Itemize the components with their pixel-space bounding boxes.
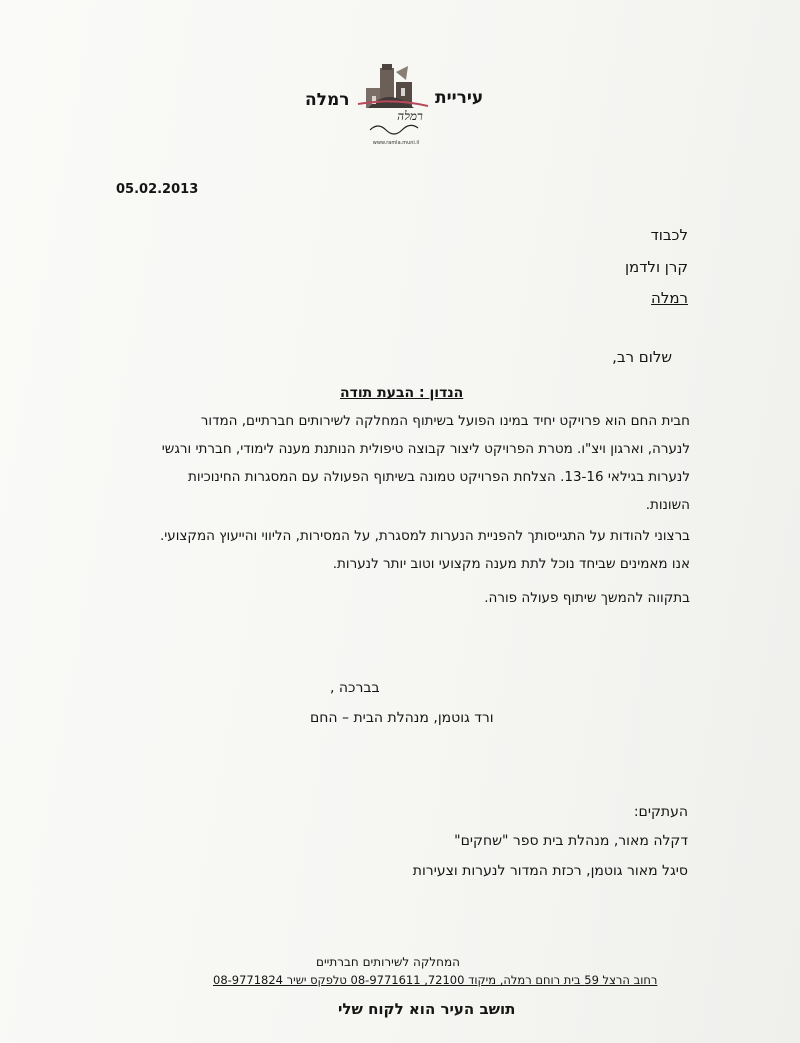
recipient-city: רמלה [651,289,688,307]
logo-url-text: www.ramla.muni.il [372,140,420,146]
copy-recipient: סיגל מאור גוטמן, רכזת המדור לנערות וצעירות [412,863,688,879]
footer-slogan: תושב העיר הוא לקוח שלי [338,1000,516,1018]
paragraph-1-line: השונות. [645,497,690,513]
footer-department: המחלקה לשירותים חברתיים [316,955,460,969]
paragraph-1-line: חבית החם הוא פרויקט יחיד במינו הפועל בשיתוף המחלקה לשירותים חברתיים, המדור [200,413,690,429]
paragraph-2-line: ברצוני להודות על התגייסותך להפניית הנערות למסגרת, על המסירות, הליווי והייעוץ המקצועי. [159,528,690,544]
paragraph-2-line: אנו מאמינים שביחד נוכל לתת מענה מקצועי וטוב יותר לנערות. [332,556,690,572]
letterhead-city-prefix: עיריית [435,88,484,108]
letterhead-city-name: רמלה [305,90,350,110]
subject-line: הנדון : הבעת תודה [340,385,464,401]
copy-recipient: דקלה מאור, מנהלת בית ספר "שחקים" [454,833,688,849]
body-paragraph-2 [130,522,690,578]
recipient-salutation: לכבוד [650,226,688,244]
footer-address: רחוב הרצל 59 בית רוחם רמלה, מיקוד 72100, 08-9771611 טלפקס ישיר 08-9771824 [213,973,658,987]
letter-date: 05.02.2013 [116,182,199,197]
ramla-municipality-logo [352,58,438,148]
body-paragraph-1 [130,407,690,519]
paragraph-1-line: לנערות בגילאי 13-16. הצלחת הפרויקט טמונה בשיתוף הפעולה עם המסגרות החינוכיות [188,469,690,485]
recipient-name: קרן ולדמן [624,258,688,276]
closing: בברכה , [330,680,380,696]
paragraph-1-line: לנערה, וארגון ויצ"ו. מטרת הפרויקט ליצור קבוצה טיפולית הנותנת מענה לימודי, חברתי ורגשי [161,441,690,457]
copies-heading: העתקים: [633,804,688,820]
signer: ורד גוטמן, מנהלת הבית – החם [310,710,494,726]
body-paragraph-3: בתקווה להמשך שיתוף פעולה פורה. [484,590,690,606]
logo-caption: רמלה [397,109,423,123]
greeting: שלום רב, [612,348,672,366]
